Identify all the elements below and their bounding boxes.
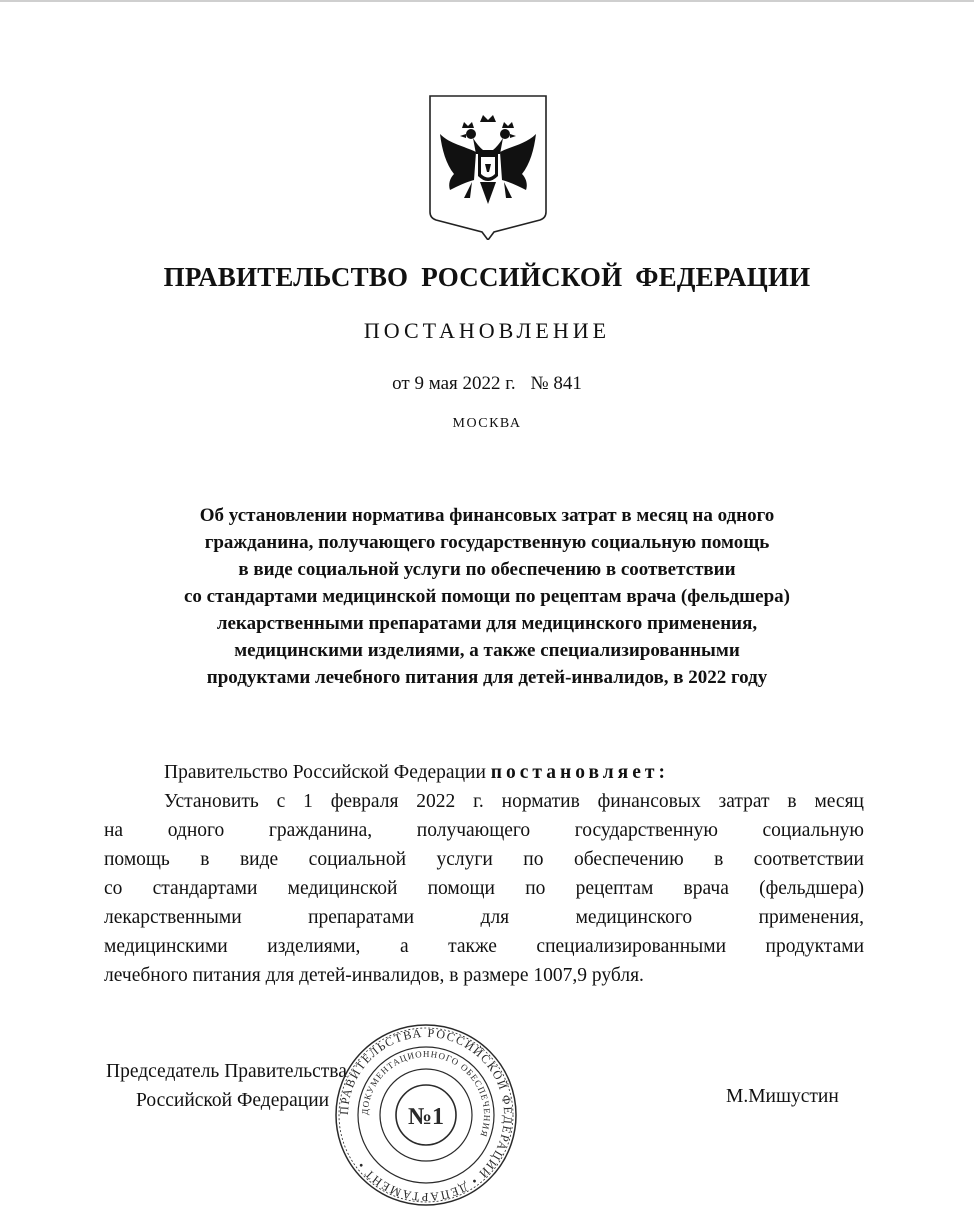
document-date: от 9 мая 2022 г. (392, 373, 516, 394)
decree-word: постановляет: (490, 762, 669, 783)
paragraph-line: медицинскими изделиями, а также специализированными продуктами (104, 936, 864, 957)
paragraph-line: помощь в виде социальной услуги по обеспечению в соответствии (104, 849, 864, 870)
subject-line: продуктами лечебного питания для детей-инвалидов, в 2022 году (206, 667, 768, 688)
signatory-position (106, 1057, 347, 1115)
paragraph-line: со стандартами медицинской помощи по рецептам врача (фельдшера) (104, 878, 864, 899)
document-subject (80, 502, 894, 691)
paragraph-line: лекарственными препаратами для медицинского применения, (104, 907, 864, 928)
seal-inner-text: ДОКУМЕНТАЦИОННОГО ОБЕСПЕЧЕНИЯ (359, 1048, 493, 1139)
subject-line: лекарственными препаратами для медицинского применения, (216, 613, 758, 634)
subject-line: гражданина, получающего государственную социальную помощь (204, 532, 770, 553)
top-border (0, 0, 974, 2)
seal-outer-text: ПРАВИТЕЛЬСТВА РОССИЙСКОЙ ФЕДЕРАЦИИ • ДЕПАРТАМЕНТ • (336, 1025, 516, 1205)
paragraph-line: лечебного питания для детей-инвалидов, в размере 1007,9 рубля. (104, 965, 644, 986)
official-seal-icon (333, 1022, 519, 1208)
document-number: № 841 (530, 373, 582, 394)
signatory-name: М.Мишустин (726, 1086, 839, 1107)
decree-intro-line (104, 758, 864, 787)
date-number-line (0, 373, 974, 395)
paragraph-line: Установить с 1 февраля 2022 г. норматив финансовых затрат в месяц (164, 791, 864, 812)
paragraph-line: на одного гражданина, получающего государственную социальную (104, 820, 864, 841)
subject-line: Об установлении норматива финансовых затрат в месяц на одного (199, 505, 775, 526)
subject-line: медицинскими изделиями, а также специализированными (234, 640, 740, 661)
decree-body (104, 758, 864, 990)
decree-intro: Правительство Российской Федерации (164, 762, 486, 783)
subject-line: со стандартами медицинской помощи по рецептам врача (фельдшера) (183, 586, 791, 607)
russian-coat-of-arms-icon (428, 94, 548, 240)
position-line: Председатель Правительства (106, 1061, 347, 1082)
city: МОСКВА (452, 416, 522, 431)
position-line: Российской Федерации (136, 1090, 330, 1111)
document-type: ПОСТАНОВЛЕНИЕ (363, 318, 611, 343)
subject-line: в виде социальной услуги по обеспечению в соответствии (238, 559, 736, 580)
seal-number: №1 (407, 1104, 445, 1130)
government-title: ПРАВИТЕЛЬСТВО РОССИЙСКОЙ ФЕДЕРАЦИИ (163, 262, 811, 292)
